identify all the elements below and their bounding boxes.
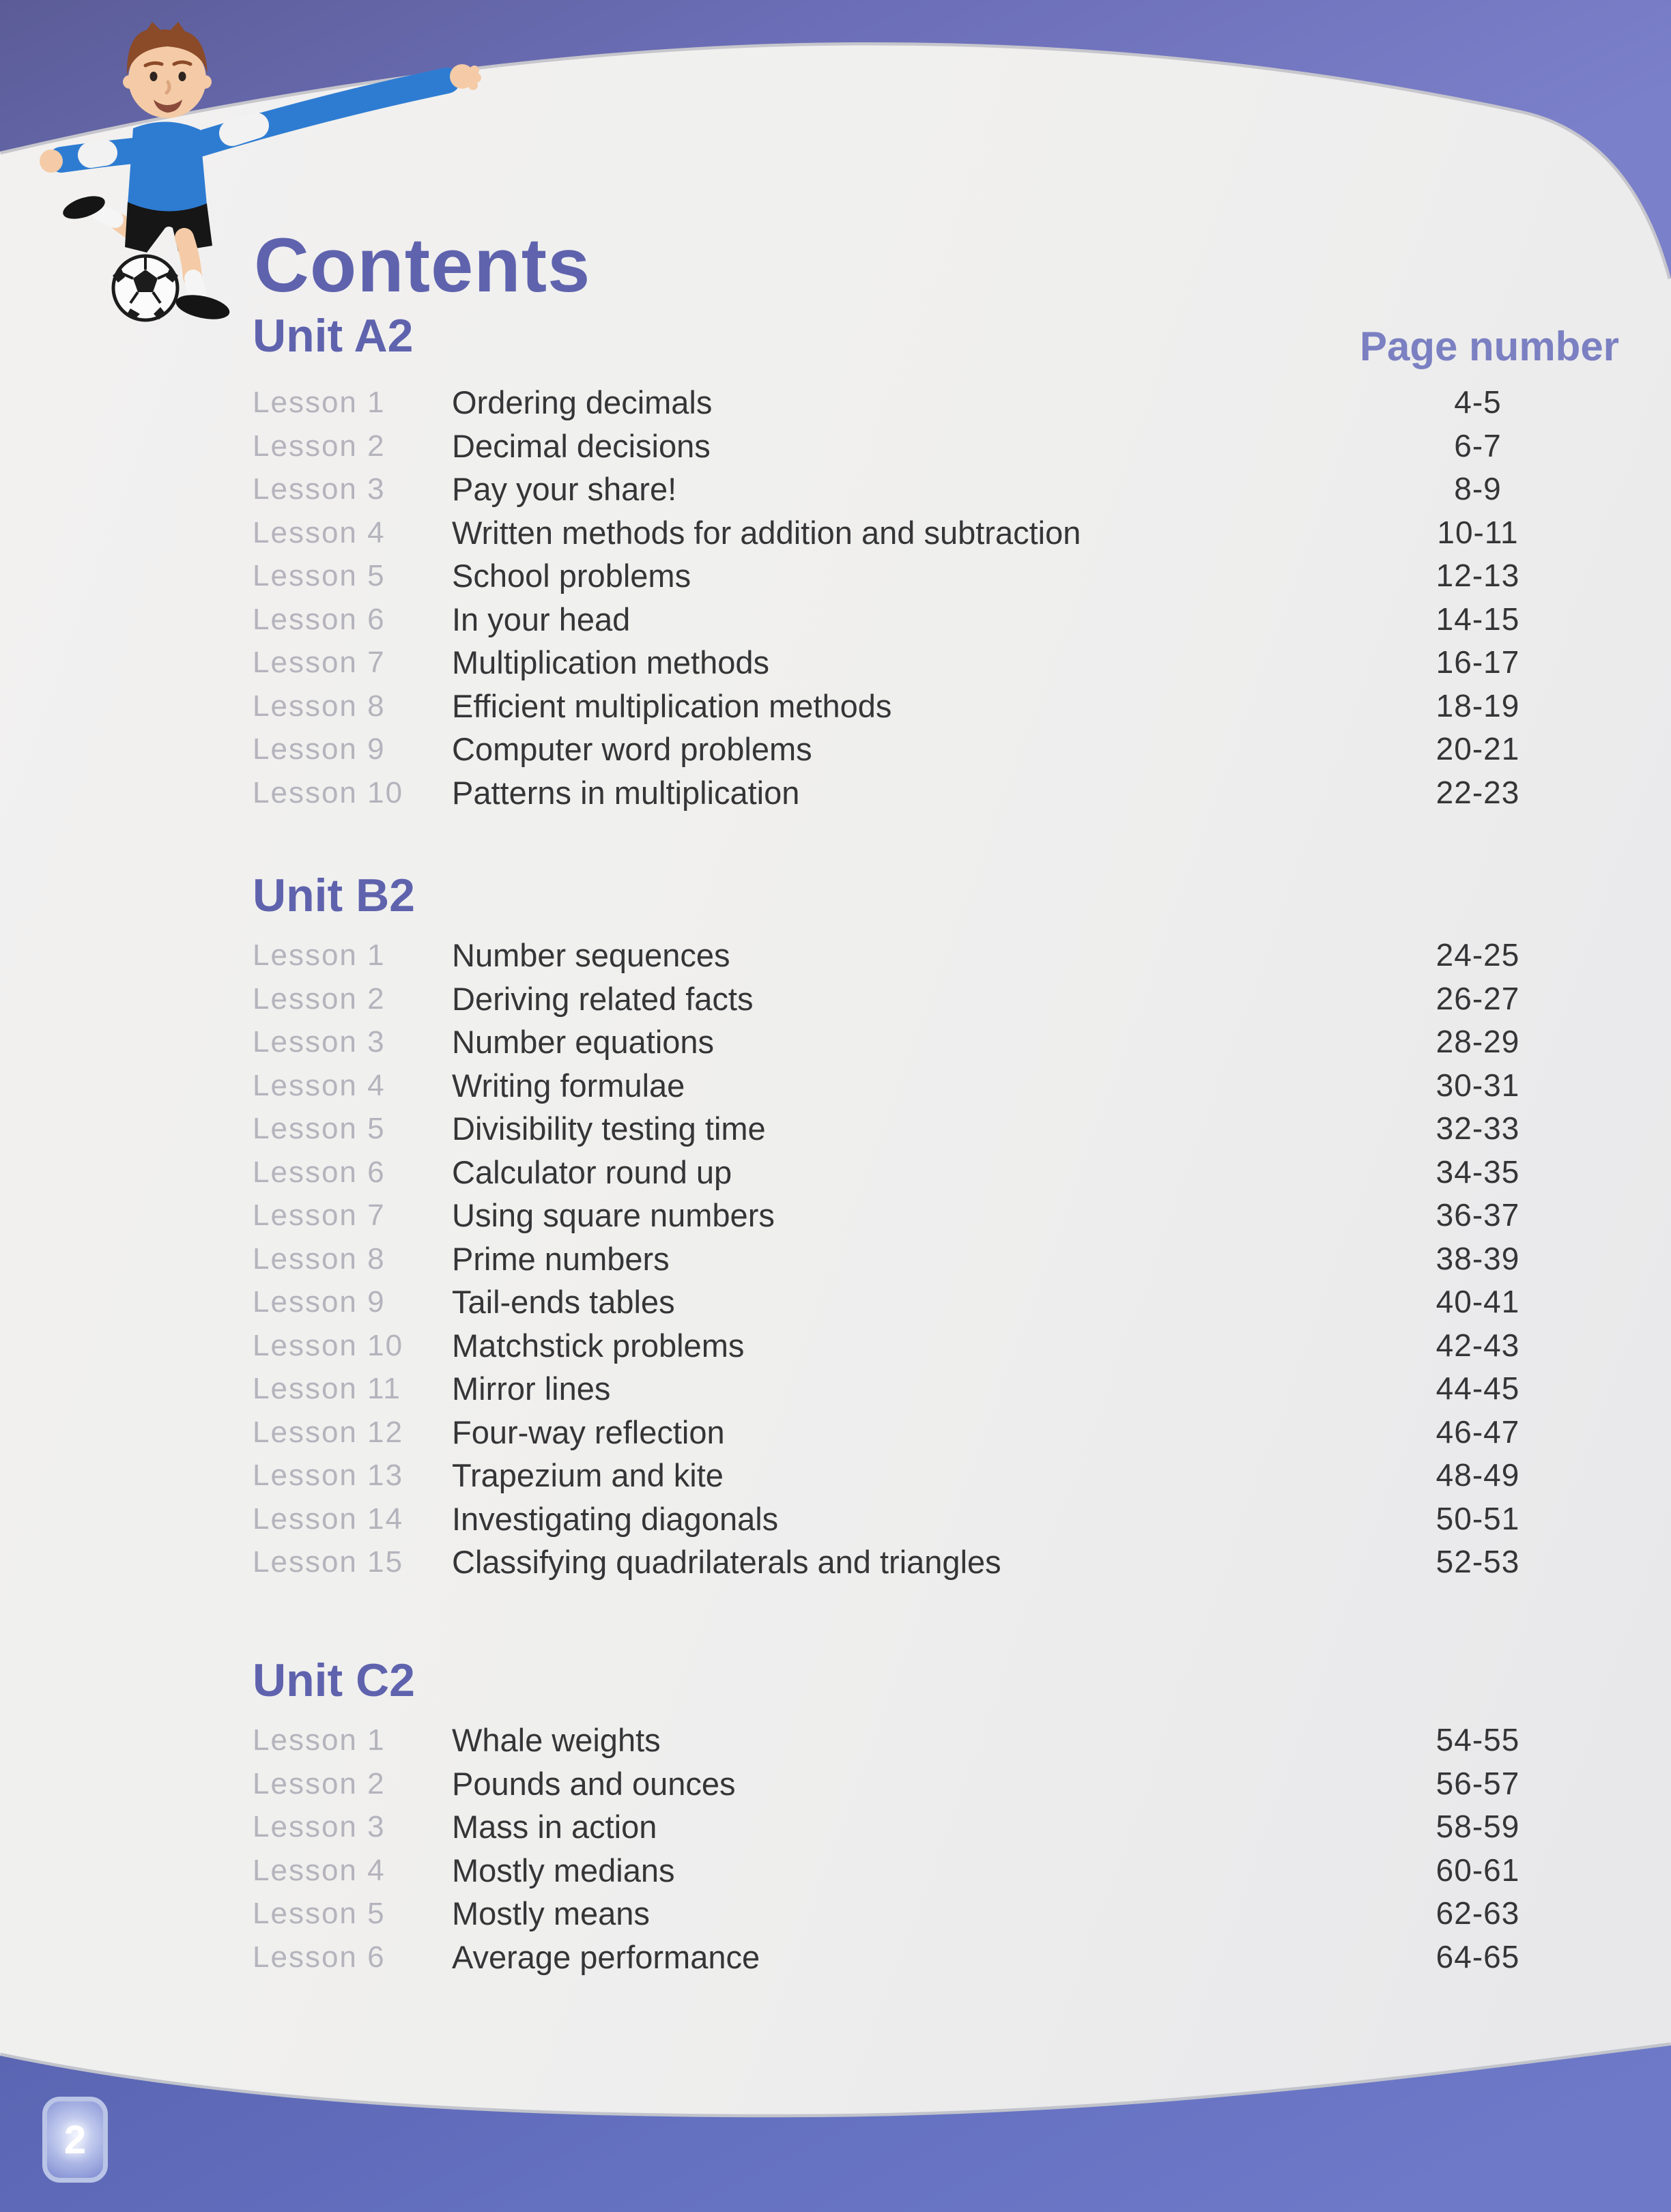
lesson-row [253, 1454, 1570, 1497]
lesson-row [253, 511, 1570, 555]
lesson-row [253, 598, 1570, 642]
lesson-title: Efficient multiplication methods [452, 687, 892, 724]
lesson-label: Lesson 10 [253, 775, 404, 809]
lesson-pages: 64-65 [1436, 1938, 1520, 1974]
lesson-pages: 24-25 [1436, 937, 1520, 973]
lesson-title: Multiplication methods [452, 644, 769, 680]
lesson-label: Lesson 12 [253, 1415, 404, 1449]
lesson-label: Lesson 7 [253, 1198, 386, 1232]
lesson-pages: 54-55 [1436, 1722, 1520, 1757]
lesson-pages: 6-7 [1454, 427, 1502, 463]
lesson-row [253, 425, 1570, 468]
lesson-row [253, 771, 1570, 815]
lesson-label: Lesson 9 [253, 1285, 386, 1319]
lesson-pages: 36-37 [1436, 1197, 1520, 1233]
lesson-label: Lesson 10 [253, 1328, 404, 1362]
lesson-pages: 14-15 [1436, 601, 1520, 637]
lesson-label: Lesson 11 [253, 1372, 401, 1405]
lesson-row [253, 1411, 1570, 1454]
lesson-label: Lesson 7 [253, 646, 386, 679]
lesson-pages: 20-21 [1436, 731, 1520, 766]
lesson-row [253, 1367, 1570, 1411]
lesson-label: Lesson 1 [253, 938, 386, 972]
lesson-label: Lesson 4 [253, 515, 386, 549]
lesson-row [253, 728, 1570, 771]
lesson-title: Mostly means [452, 1895, 650, 1931]
lesson-label: Lesson 1 [253, 1723, 386, 1757]
lesson-label: Lesson 5 [253, 1897, 386, 1930]
lesson-title: Writing formulae [452, 1067, 685, 1104]
lesson-label: Lesson 13 [253, 1459, 404, 1492]
page-number-badge: 2 [42, 2097, 108, 2183]
lesson-title: Using square numbers [452, 1197, 775, 1233]
lesson-list [253, 1719, 1570, 1979]
unit-heading: Unit A2 [253, 310, 414, 362]
lesson-pages: 40-41 [1436, 1284, 1520, 1319]
lesson-row [253, 468, 1570, 511]
lesson-title: Average performance [452, 1938, 760, 1975]
lesson-pages: 4-5 [1454, 384, 1502, 420]
lesson-pages: 62-63 [1436, 1895, 1520, 1931]
lesson-row [253, 1151, 1570, 1194]
lesson-row [253, 1020, 1570, 1064]
lesson-row [253, 1849, 1570, 1893]
lesson-label: Lesson 8 [253, 689, 386, 723]
lesson-label: Lesson 8 [253, 1241, 386, 1276]
lesson-title: Deriving related facts [452, 980, 754, 1017]
lesson-title: Calculator round up [452, 1153, 732, 1190]
page-title: Contents [254, 222, 591, 308]
lesson-title: Tail-ends tables [452, 1284, 675, 1320]
lesson-pages: 46-47 [1436, 1413, 1520, 1450]
lesson-pages: 60-61 [1436, 1852, 1520, 1888]
lesson-title: Whale weights [452, 1722, 661, 1758]
lesson-pages: 28-29 [1436, 1024, 1520, 1059]
lesson-title: Pounds and ounces [452, 1765, 736, 1802]
lesson-label: Lesson 9 [253, 732, 386, 766]
lesson-pages: 8-9 [1454, 471, 1502, 506]
lesson-row [253, 1805, 1570, 1849]
lesson-pages: 22-23 [1436, 774, 1520, 810]
lesson-row [253, 1892, 1570, 1936]
lesson-label: Lesson 3 [253, 472, 386, 506]
lesson-row [253, 1237, 1570, 1281]
lesson-title: Patterns in multiplication [452, 774, 800, 811]
lesson-title: Mostly medians [452, 1852, 675, 1888]
lesson-title: Divisibility testing time [452, 1110, 766, 1147]
lesson-pages: 48-49 [1436, 1457, 1520, 1493]
lesson-row [253, 1280, 1570, 1324]
lesson-title: Prime numbers [452, 1240, 670, 1277]
lesson-row [253, 1194, 1570, 1237]
lesson-label: Lesson 4 [253, 1853, 386, 1887]
lesson-row [253, 641, 1570, 685]
lesson-row [253, 1540, 1570, 1584]
lesson-row [253, 1936, 1570, 1979]
lesson-pages: 44-45 [1436, 1370, 1520, 1406]
lesson-title: Ordering decimals [452, 384, 713, 420]
lesson-title: In your head [452, 601, 631, 637]
lesson-row [253, 1107, 1570, 1151]
lesson-list [253, 381, 1570, 814]
lesson-label: Lesson 6 [253, 1155, 386, 1189]
lesson-row [253, 1064, 1570, 1108]
lesson-title: School problems [452, 558, 691, 594]
lesson-title: Matchstick problems [452, 1327, 745, 1364]
soccer-ball-icon [113, 256, 178, 320]
lesson-label: Lesson 6 [253, 602, 386, 636]
lesson-label: Lesson 4 [253, 1068, 386, 1102]
lesson-label: Lesson 1 [253, 386, 386, 419]
lesson-pages: 32-33 [1436, 1110, 1520, 1146]
lesson-title: Number equations [452, 1024, 715, 1060]
lesson-label: Lesson 5 [253, 1112, 386, 1145]
lesson-row [253, 685, 1570, 728]
lesson-pages: 30-31 [1436, 1067, 1520, 1103]
unit-heading: Unit B2 [253, 870, 415, 921]
lesson-pages: 58-59 [1436, 1809, 1520, 1844]
lesson-title: Mass in action [452, 1809, 657, 1845]
lesson-row [253, 1497, 1570, 1541]
unit-heading: Unit C2 [253, 1654, 415, 1706]
lesson-label: Lesson 2 [253, 429, 386, 463]
lesson-list [253, 934, 1570, 1584]
lesson-pages: 56-57 [1436, 1765, 1520, 1801]
footer-curve-band [0, 2007, 1671, 2212]
lesson-row [253, 381, 1570, 425]
lesson-title: Written methods for addition and subtraction [452, 514, 1081, 551]
lesson-label: Lesson 6 [253, 1940, 386, 1974]
lesson-title: Decimal decisions [452, 427, 711, 464]
lesson-label: Lesson 14 [253, 1502, 404, 1536]
lesson-pages: 10-11 [1437, 514, 1519, 550]
lesson-title: Four-way reflection [452, 1413, 725, 1450]
lesson-pages: 50-51 [1436, 1500, 1520, 1536]
lesson-label: Lesson 3 [253, 1810, 386, 1843]
lesson-pages: 42-43 [1436, 1327, 1520, 1363]
lesson-row [253, 1324, 1570, 1368]
lesson-title: Pay your share! [452, 471, 677, 507]
lesson-label: Lesson 2 [253, 1766, 386, 1800]
lesson-row [253, 977, 1570, 1021]
lesson-row [253, 934, 1570, 977]
lesson-pages: 26-27 [1436, 980, 1520, 1016]
lesson-title: Number sequences [452, 937, 730, 973]
page-number-column-header: Page number [1359, 324, 1620, 369]
lesson-pages: 52-53 [1436, 1544, 1520, 1579]
lesson-pages: 34-35 [1436, 1153, 1520, 1190]
lesson-row [253, 1762, 1570, 1806]
lesson-row [253, 1719, 1570, 1762]
lesson-pages: 16-17 [1436, 644, 1520, 680]
lesson-pages: 12-13 [1436, 558, 1520, 593]
lesson-pages: 38-39 [1436, 1240, 1520, 1276]
lesson-label: Lesson 3 [253, 1025, 386, 1059]
lesson-label: Lesson 15 [253, 1545, 404, 1579]
lesson-title: Classifying quadrilaterals and triangles [452, 1544, 1001, 1580]
lesson-pages: 18-19 [1436, 687, 1520, 723]
lesson-title: Investigating diagonals [452, 1500, 779, 1537]
lesson-title: Mirror lines [452, 1370, 611, 1407]
lesson-row [253, 554, 1570, 598]
lesson-title: Computer word problems [452, 731, 812, 767]
lesson-label: Lesson 5 [253, 559, 386, 592]
lesson-title: Trapezium and kite [452, 1457, 724, 1493]
lesson-label: Lesson 2 [253, 981, 386, 1016]
